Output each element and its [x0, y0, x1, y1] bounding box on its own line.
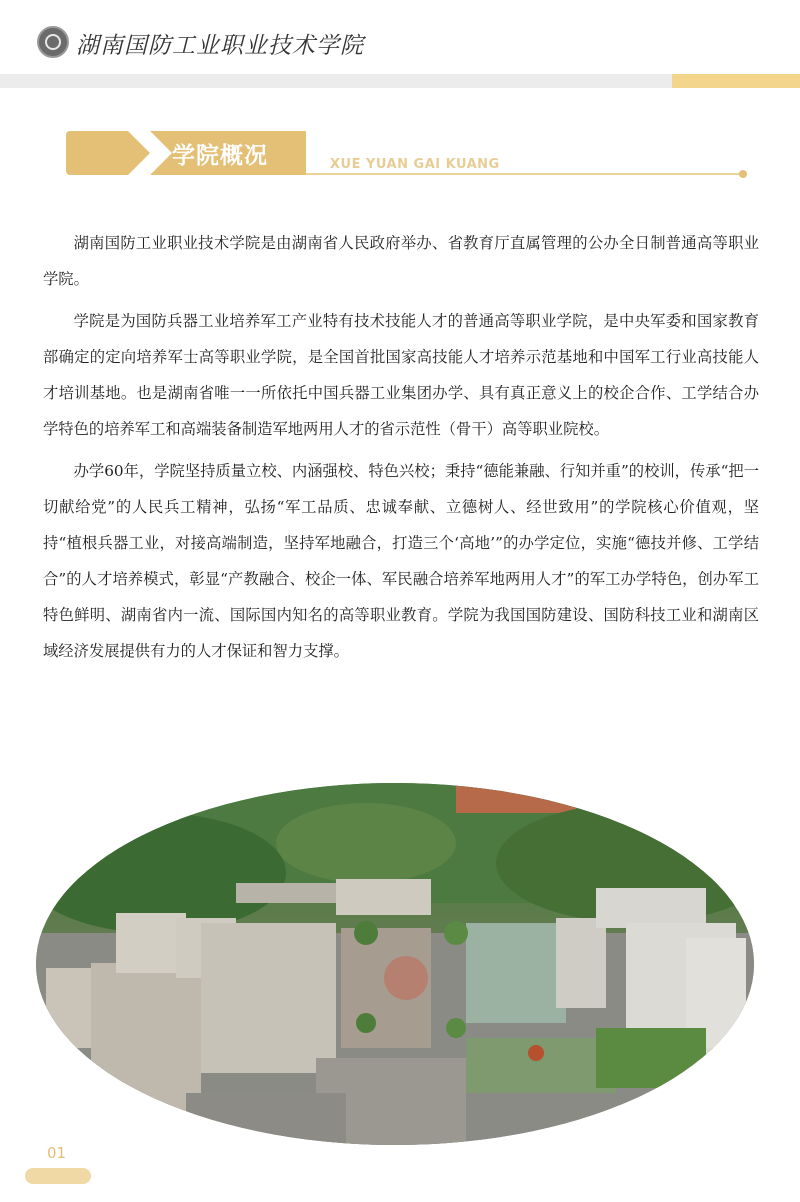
paragraph: 办学60年，学院坚持质量立校、内涵强校、特色兴校；秉持“德能兼融、行知并重”的校训，传承“把一切献给党”的人民兵工精神，弘扬“军工品质、忠诚奉献、立德树人、经世致用”的学院核心价值观，坚持“植根兵器工业，对接高端制造，坚持军地融合，打造三个‘高地’”的办学定位，实施“德技并修、工学结合”的人才培养模式，彰显“产教融合、校企一体、军民融合培养军地两用人才”的军工办学特色，创办军工特色鲜明、湖南省内一流、国际国内知名的高等职业教育。学院为我国国防建设、国防科技工业和湖南区域经济发展提供有力的人才保证和智力支撑。 [43, 462, 759, 660]
header-bar-gold [672, 74, 800, 88]
paragraph: 学院是为国防兵器工业培养军工产业特有技术技能人才的普通高等职业学院，是中央军委和国家教育部确定的定向培养军士高等职业学院，是全国首批国家高技能人才培养示范基地和中国军工行业高技能人才培训基地。也是湖南省唯一一所依托中国兵器工业集团办学、具有真正意义上的校企合作、工学结合办学特色的培养军工和高端装备制造军地两用人才的省示范性（骨干）高等职业院校。 [43, 312, 759, 438]
school-name: 湖南国防工业职业技术学院 [76, 33, 364, 59]
paragraph: 湖南国防工业职业技术学院是由湖南省人民政府举办、省教育厅直属管理的公办全日制普通高等职业学院。 [43, 234, 759, 288]
section-heading [66, 131, 756, 183]
emblem-inner-ring [45, 34, 61, 50]
title-line-dot [739, 170, 747, 178]
page-number: 01 [47, 1144, 67, 1162]
title-underline [306, 173, 744, 175]
campus-illustration [36, 783, 754, 1145]
section-pinyin: XUE YUAN GAI KUANG [330, 157, 500, 172]
section-title: 学院概况 [172, 143, 268, 169]
school-emblem-icon [37, 26, 69, 58]
campus-aerial-photo [36, 783, 754, 1145]
header-bar-grey [0, 74, 672, 88]
page-header [0, 0, 800, 90]
footer-pill [25, 1168, 91, 1184]
intro-text [43, 225, 759, 675]
